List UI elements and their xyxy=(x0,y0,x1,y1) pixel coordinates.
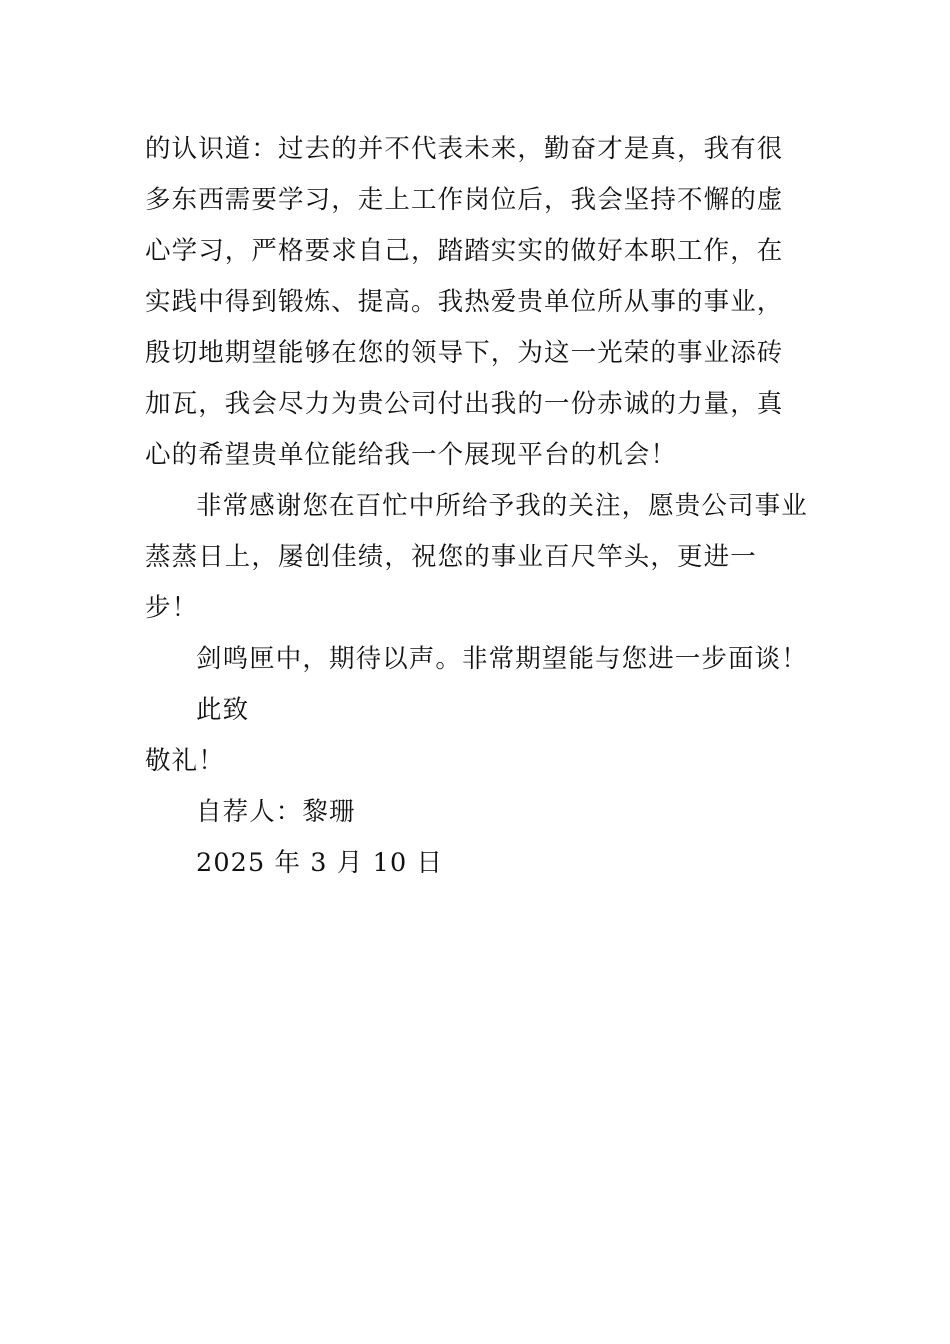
letter-paragraph-1: 的认识道：过去的并不代表未来，勤奋才是真，我有很多东西需要学习，走上工作岗位后，我会坚持不懈的虚心学习，严格要求自己，踏踏实实的做好本职工作，在实践中得到锻炼、提高。我热爱贵单位所从事的事业，殷切地期望能够在您的领导下，为这一光荣的事业添砖加瓦，我会尽力为贵公司付出我的一份赤诚的力量，真心的希望贵单位能给我一个展现平台的机会！ xyxy=(145,134,784,470)
letter-date: 2025 年 3 月 10 日 xyxy=(196,848,444,878)
letter-salutation: 敬礼！ xyxy=(145,746,225,776)
letter-paragraph-3: 剑鸣匣中，期待以声。非常期望能与您进一步面谈！ xyxy=(196,644,808,674)
letter-paragraph-2: 非常感谢您在百忙中所给予我的关注，愿贵公司事业蒸蒸日上，屡创佳绩，祝您的事业百尺竿头，更进一步！ xyxy=(145,491,808,623)
letter-closing: 此致 xyxy=(196,695,250,725)
letter-body xyxy=(145,124,809,889)
letter-signature: 自荐人：黎珊 xyxy=(196,797,356,827)
